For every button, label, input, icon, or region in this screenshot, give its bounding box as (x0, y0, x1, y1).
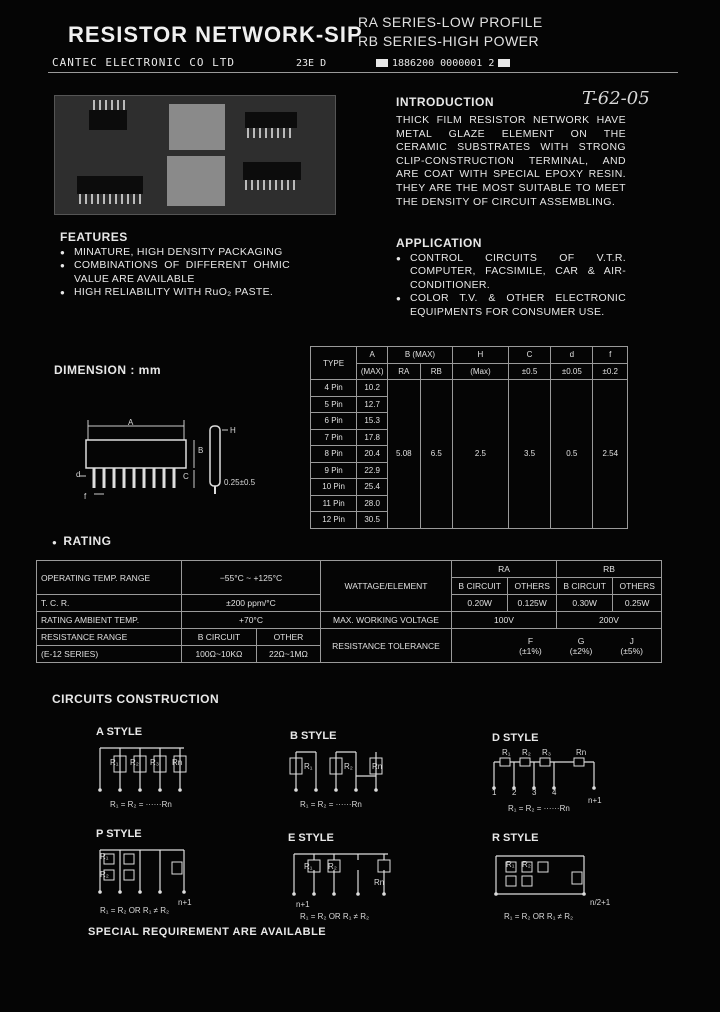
dim-label-h: H (230, 426, 236, 435)
bullet-icon: ● (52, 538, 58, 547)
cell-type: 10 Pin (311, 479, 357, 496)
tol-g-code: G (577, 635, 585, 646)
product-photo (54, 95, 336, 215)
d-pinn1: n+1 (588, 796, 602, 805)
handwritten-note: T-62-05 (582, 88, 650, 109)
cell-a: 17.8 (357, 429, 388, 446)
chip-image (169, 104, 225, 150)
dimension-heading: DIMENSION : mm (54, 363, 162, 377)
b-equation: R₁ = R₂ = ······Rn (300, 800, 362, 809)
other-range: 22Ω~1MΩ (256, 646, 320, 663)
feature-item: ● COMBINATIONS OF DIFFERENT OHMIC VALUE ARE AVAILABLE (58, 259, 290, 286)
wattage-rb: RB (556, 561, 661, 578)
th-d: d (551, 347, 593, 364)
cell-a: 20.4 (357, 446, 388, 463)
a-style-circuit (92, 742, 192, 806)
tol-j (620, 636, 643, 656)
th-h: H (452, 347, 508, 364)
r-style-circuit (488, 848, 598, 904)
rating-table (36, 560, 662, 663)
d-r1: R₁ (502, 748, 511, 757)
op-temp-value: −55°C ~ +125°C (182, 561, 321, 595)
page-title: RESISTOR NETWORK-SIP (68, 22, 363, 47)
e-pinn1: n+1 (296, 900, 310, 909)
cell-h: 2.5 (452, 380, 508, 529)
feature-item: ● MINATURE, HIGH DENSITY PACKAGING (58, 246, 290, 259)
chip-image (167, 156, 225, 206)
cell-type: 7 Pin (311, 429, 357, 446)
p-style-title: P STYLE (96, 828, 142, 840)
b-r2: R₂ (344, 762, 353, 771)
wattage-label: WATTAGE/ELEMENT (321, 561, 452, 612)
dim-label-f: f (84, 492, 87, 501)
th-type: TYPE (311, 347, 357, 380)
e-style-circuit (288, 848, 398, 904)
ra-others: OTHERS (508, 578, 557, 595)
op-temp-label: OPERATING TEMP. RANGE (37, 561, 182, 595)
dim-label-b: B (198, 446, 204, 455)
features-heading: FEATURES (60, 230, 128, 244)
d-r2: R₂ (522, 748, 531, 757)
chip-pins (247, 128, 295, 138)
d-pin2: 2 (512, 788, 517, 797)
chip-pins (79, 194, 141, 204)
a-rn: Rn (172, 758, 183, 767)
d-style-title: D STYLE (492, 732, 539, 744)
r-style-title: R STYLE (492, 832, 539, 844)
cell-c: 3.5 (508, 380, 550, 529)
series-rb: RB SERIES-HIGH POWER (358, 33, 540, 49)
cell-a: 10.2 (357, 380, 388, 397)
tol-j-value: (±5%) (620, 645, 643, 656)
th-b: B (MAX) (388, 347, 453, 364)
r-equation: R₁ = R₂ OR R₁ ≠ R₂ (504, 912, 574, 921)
special-requirement: SPECIAL REQUIREMENT ARE AVAILABLE (88, 926, 327, 938)
th-c-sub: ±0.5 (508, 363, 550, 380)
rb-b-circuit: B CIRCUIT (556, 578, 612, 595)
cell-a: 12.7 (357, 396, 388, 413)
p-pinn1: n+1 (178, 898, 192, 907)
tol-f-code: F (527, 635, 534, 646)
th-f-sub: ±0.2 (593, 363, 628, 380)
ambient-label: RATING AMBIENT TEMP. (37, 612, 182, 629)
d-pin1: 1 (492, 788, 497, 797)
doc-code-b: D (320, 58, 327, 69)
d-pin3: 3 (532, 788, 537, 797)
chip-image (243, 162, 301, 180)
p-r2: R₂ (100, 870, 109, 879)
a-r1: R₁ (110, 758, 119, 767)
features-list (58, 246, 290, 300)
b-style-circuit (290, 746, 390, 806)
w-ra-o: 0.125W (508, 595, 557, 612)
volt-ra: 100V (452, 612, 557, 629)
r-r1: R₁ (506, 860, 515, 869)
d-equation: R₁ = R₂ = ······Rn (508, 804, 570, 813)
cell-a: 30.5 (357, 512, 388, 529)
doc-code (296, 58, 326, 69)
p-r1: R₁ (100, 852, 109, 861)
tolerance-values (452, 629, 662, 663)
b-style-title: B STYLE (290, 730, 337, 742)
chip-image (245, 112, 297, 128)
cell-a: 15.3 (357, 413, 388, 430)
dim-label-a: A (128, 418, 134, 427)
chip-image (89, 110, 127, 130)
e-equation: R₁ = R₂ OR R₁ ≠ R₂ (300, 912, 370, 921)
volt-rb: 200V (556, 612, 661, 629)
application-item: ● COLOR T.V. & OTHER ELECTRONIC EQUIPMENTS FOR CONSUMER USE. (394, 292, 626, 319)
cell-f: 2.54 (593, 380, 628, 529)
rating-heading (52, 534, 111, 548)
r-r2: R₂ (522, 860, 531, 869)
cell-d: 0.5 (551, 380, 593, 529)
chip-side-outline (210, 426, 220, 486)
e-rn: Rn (374, 878, 385, 887)
d-pin4: 4 (552, 788, 557, 797)
chip-pins (245, 180, 299, 190)
d-rn: Rn (576, 748, 587, 757)
dim-label-d: d (76, 470, 81, 479)
ra-b-circuit: B CIRCUIT (452, 578, 508, 595)
barcode-number: 1886200 0000001 2 (392, 58, 495, 69)
th-c: C (508, 347, 550, 364)
ambient-value: +70°C (182, 612, 321, 629)
b-rn: Rn (372, 762, 383, 771)
th-h-sub: (Max) (452, 363, 508, 380)
wattage-ra: RA (452, 561, 557, 578)
cell-type: 6 Pin (311, 413, 357, 430)
tol-j-code: J (629, 635, 634, 646)
chip-pins (93, 100, 125, 110)
r-pinn2: n/2+1 (590, 898, 611, 907)
application-heading: APPLICATION (396, 236, 482, 250)
tcr-value: ±200 ppm/°C (182, 595, 321, 612)
p-equation: R₁ = R₂ OR R₁ ≠ R₂ (100, 906, 170, 915)
introduction-text: THICK FILM RESISTOR NETWORK HAVE METAL GLAZE ELEMENT ON THE CERAMIC SUBSTRATES WITH STRONG CLIP-CONSTRUCTION TERMINAL, AND ARE COAT WITH SPECIAL EPOXY RESIN. THEY ARE THE MOST SUITABLE TO MEET THE DENSITY OF CIRCUIT ASSEMBLING. (396, 114, 626, 208)
w-rb-b: 0.30W (556, 595, 612, 612)
company-name: CANTEC ELECTRONIC CO LTD (52, 56, 235, 69)
a-r3: R₃ (150, 758, 160, 767)
th-f: f (593, 347, 628, 364)
dimension-drawing (60, 410, 290, 500)
tol-g-value: (±2%) (569, 645, 593, 656)
e-r1: R₁ (304, 862, 313, 871)
p-style-circuit (94, 846, 194, 902)
res-range-sub: (E-12 SERIES) (37, 646, 182, 663)
cell-type: 4 Pin (311, 380, 357, 397)
chip-image (77, 176, 143, 194)
dim-tolerance: 0.25±0.5 (224, 478, 256, 487)
cell-type: 11 Pin (311, 495, 357, 512)
max-volt-label: MAX. WORKING VOLTAGE (321, 612, 452, 629)
a-r2: R₂ (130, 758, 139, 767)
w-ra-b: 0.20W (452, 595, 508, 612)
cell-type: 9 Pin (311, 462, 357, 479)
barcode-text (372, 58, 514, 69)
rb-others: OTHERS (613, 578, 662, 595)
application-list (394, 252, 626, 319)
series-ra: RA SERIES-LOW PROFILE (358, 14, 543, 30)
circuits-heading: CIRCUITS CONSTRUCTION (52, 692, 220, 706)
tcr-label: T. C. R. (37, 595, 182, 612)
d-r3: R₃ (542, 748, 552, 757)
res-range-label: RESISTANCE RANGE (37, 629, 182, 646)
tol-g (570, 636, 593, 656)
dim-label-c: C (183, 472, 189, 481)
block-icon (498, 59, 510, 67)
b-r1: R₁ (304, 762, 313, 771)
cell-a: 25.4 (357, 479, 388, 496)
header-rule (48, 72, 678, 73)
cell-a: 28.0 (357, 495, 388, 512)
e-style-title: E STYLE (288, 832, 334, 844)
chip-body-outline (86, 440, 186, 468)
a-equation: R₁ = R₂ = ······Rn (110, 800, 172, 809)
tol-f-value: (±1%) (519, 645, 542, 656)
b-circuit-range: 100Ω~10KΩ (182, 646, 257, 663)
application-item: ● CONTROL CIRCUITS OF V.T.R. COMPUTER, FACSIMILE, CAR & AIR-CONDITIONER. (394, 252, 626, 292)
cell-type: 5 Pin (311, 396, 357, 413)
tol-f (519, 636, 542, 656)
tol-label: RESISTANCE TOLERANCE (321, 629, 452, 663)
cell-rb: 6.5 (420, 380, 452, 529)
a-style-title: A STYLE (96, 726, 143, 738)
th-a: A (357, 347, 388, 364)
introduction-heading: INTRODUCTION (396, 95, 494, 109)
doc-code-a: 23E (296, 58, 315, 69)
cell-type: 12 Pin (311, 512, 357, 529)
th-ra: RA (388, 363, 421, 380)
rating-heading-text: RATING (63, 534, 112, 548)
e-r2: R₂ (328, 862, 337, 871)
b-circuit-label: B CIRCUIT (182, 629, 257, 646)
dimension-table (310, 346, 628, 529)
cell-ra: 5.08 (388, 380, 421, 529)
th-rb: RB (420, 363, 452, 380)
other-label: OTHER (256, 629, 320, 646)
cell-a: 22.9 (357, 462, 388, 479)
chip-leads (94, 468, 174, 488)
block-icon (376, 59, 388, 67)
th-d-sub: ±0.05 (551, 363, 593, 380)
th-a-sub: (MAX) (357, 363, 388, 380)
w-rb-o: 0.25W (613, 595, 662, 612)
feature-item: ● HIGH RELIABILITY WITH RuO₂ PASTE. (58, 286, 290, 299)
cell-type: 8 Pin (311, 446, 357, 463)
